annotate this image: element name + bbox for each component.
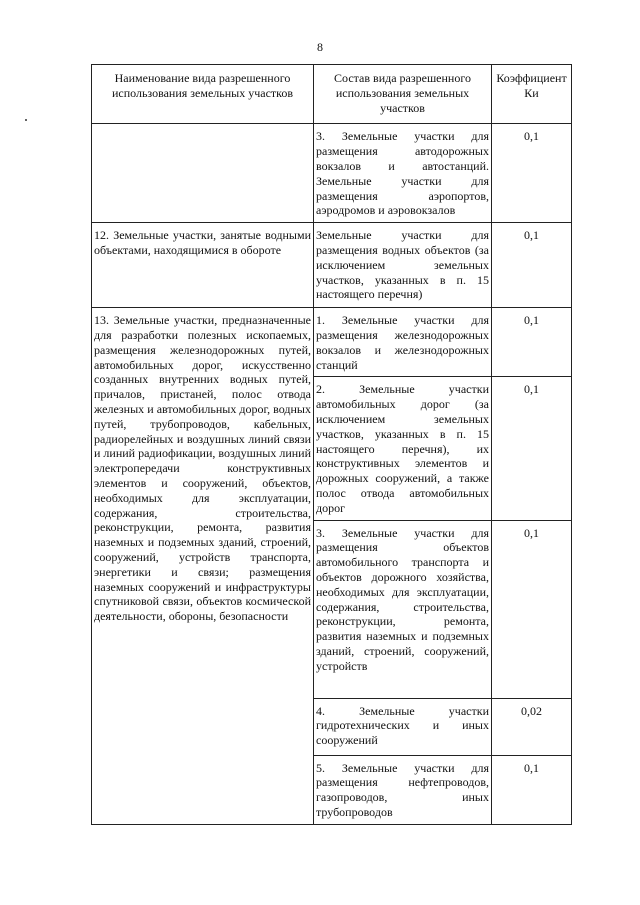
coefficient-cell: 0,1 [492, 377, 572, 520]
land-use-name-cell: 13. Земельные участки, предназначенные для разработки полезных ископаемых, размещения железнодорожных путей, автомобильных дорог, искусственно созданных внутренних водных путей, причалов, пристаней, полос отвода железных и автомобильных дорог, водных путей, трубопроводов, кабельных, радиорелейных и воздушных линий связи и линий радиофикации, воздушных линий электропередачи конструктивных элементов и сооружений, объектов, необходимых для эксплуатации, содержания, строительства, реконструкции, ремонта, развития наземных и подземных зданий, строений, сооружений, устройств транспорта, энергетики и связи; размещения наземных сооружений и инфраструктуры спутниковой связи, объектов космической деятельности, обороны, безопасности [92, 308, 314, 825]
coefficient-cell: 0,1 [492, 124, 572, 223]
coefficient-cell: 0,1 [492, 755, 572, 824]
land-use-coefficient-table [91, 64, 572, 825]
table-row [92, 124, 572, 223]
land-use-composition-cell: 3. Земельные участки для размещения автодорожных вокзалов и автостанций. Земельные участки для размещения аэропортов, аэродромов и аэровокзалов [314, 124, 492, 223]
land-use-composition-cell: 2. Земельные участки автомобильных дорог (за исключением земельных участков, указанных в п. 15 настоящего перечня), их конструктивных элементов и дорожных сооружений, а также полос отвода автомобильных дорог [314, 377, 492, 520]
land-use-name-cell: 12. Земельные участки, занятые водными объектами, находящимися в обороте [92, 223, 314, 308]
header-coefficient: Коэффициент Ки [492, 65, 572, 124]
coefficient-cell: 0,1 [492, 223, 572, 308]
coefficient-cell: 0,02 [492, 698, 572, 755]
table-row [92, 223, 572, 308]
table-row [92, 308, 572, 377]
table-header-row [92, 65, 572, 124]
land-use-composition-cell: Земельные участки для размещения водных объектов (за исключением земельных участков, указанных в п. 15 настоящего перечня) [314, 223, 492, 308]
margin-mark [25, 119, 27, 121]
coefficient-cell: 0,1 [492, 520, 572, 698]
land-use-name-cell [92, 124, 314, 223]
header-land-use-name: Наименование вида разрешенного использования земельных участков [92, 65, 314, 124]
land-use-composition-cell: 3. Земельные участки для размещения объектов автомобильного транспорта и объектов дорожного хозяйства, необходимых для эксплуатации, содержания, строительства, реконструкции, ремонта, развития наземных и подземных зданий, строений, сооружений, устройств [314, 520, 492, 698]
page-number: 8 [317, 40, 323, 54]
header-land-use-composition: Состав вида разрешенного использования земельных участков [314, 65, 492, 124]
land-use-composition-cell: 1. Земельные участки для размещения железнодорожных вокзалов и железнодорожных станций [314, 308, 492, 377]
coefficient-cell: 0,1 [492, 308, 572, 377]
land-use-composition-cell: 4. Земельные участки гидротехнических и иных сооружений [314, 698, 492, 755]
land-use-composition-cell: 5. Земельные участки для размещения нефтепроводов, газопроводов, иных трубопроводов [314, 755, 492, 824]
